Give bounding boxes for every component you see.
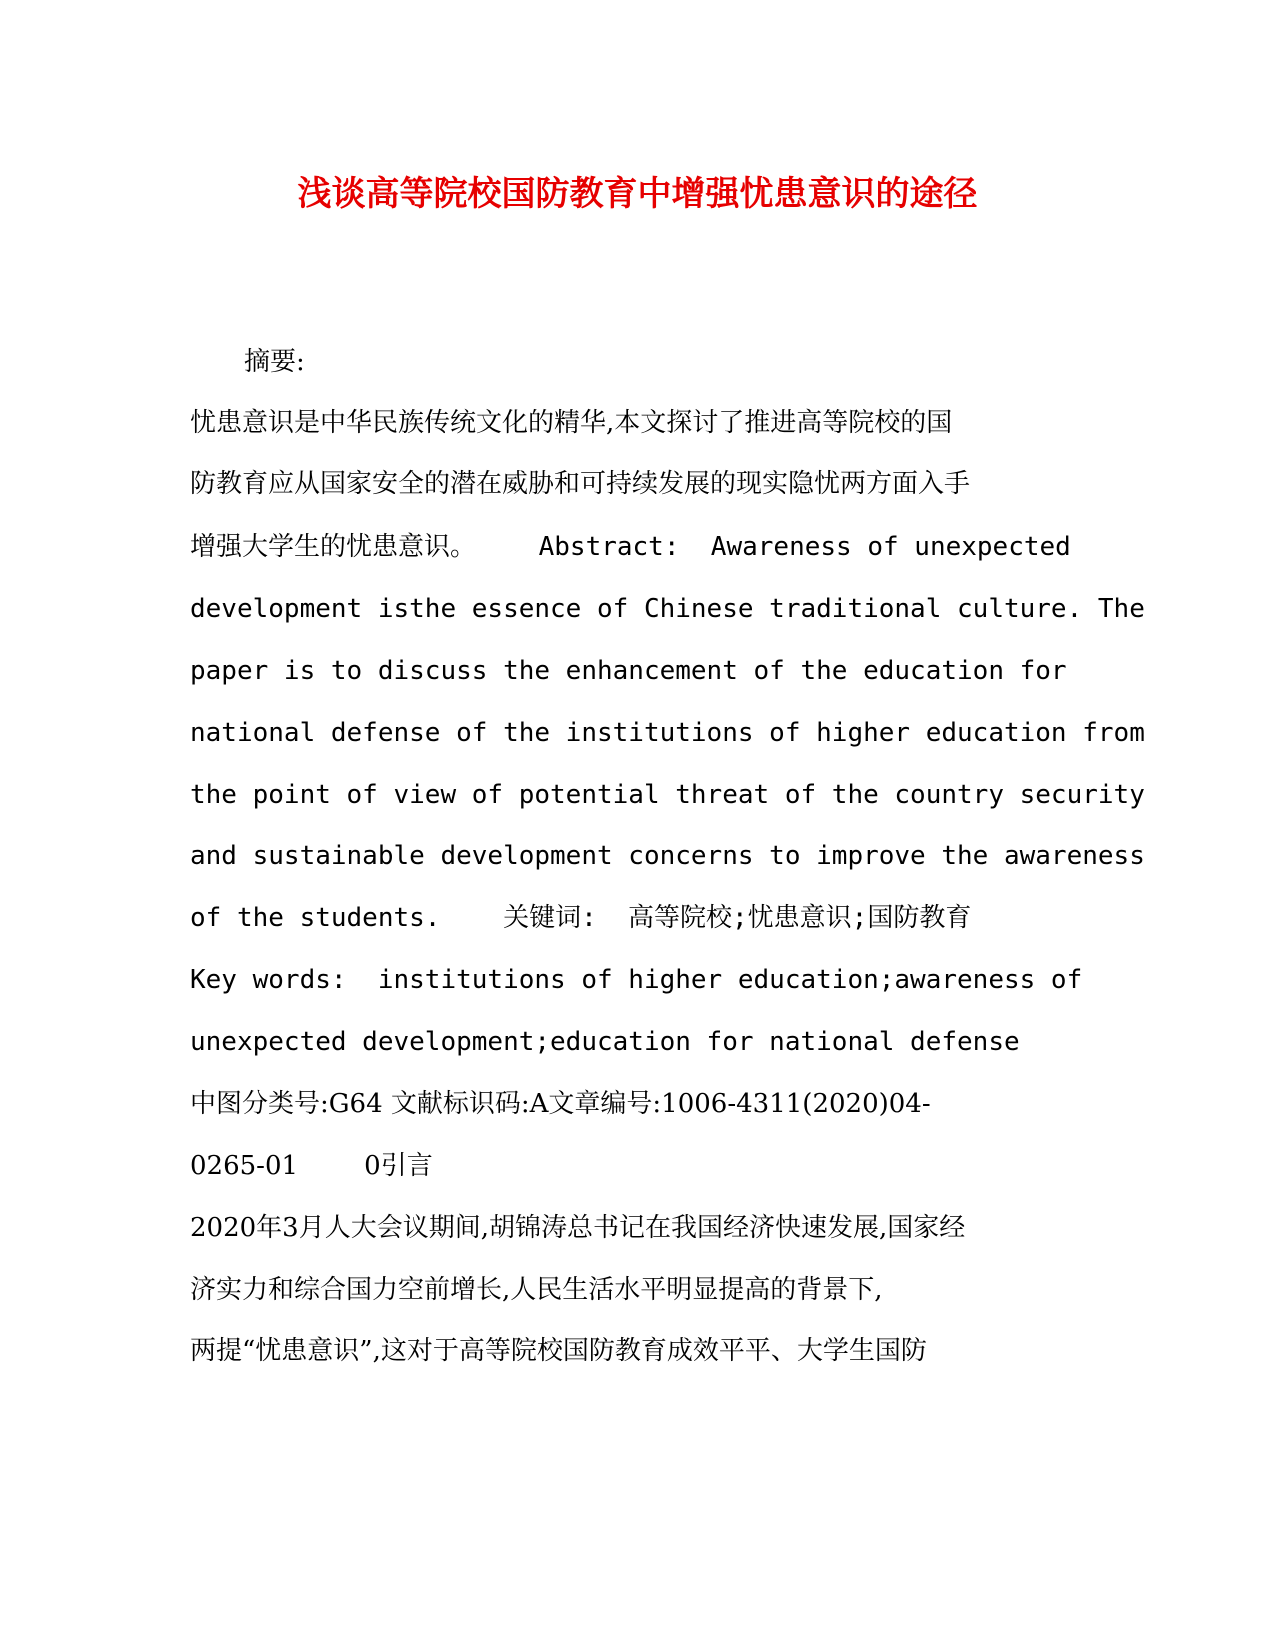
classification-line: 0265-01 0引言 <box>190 1151 433 1181</box>
body-line: 济实力和综合国力空前增长,人民生活水平明显提高的背景下, <box>190 1275 883 1305</box>
body-line: development isthe essence of Chinese traditional culture. The <box>190 594 1145 624</box>
body-line: 增强大学生的忧患意识。 Abstract: Awareness of unexpected <box>190 532 1071 562</box>
body-line: 忧患意识是中华民族传统文化的精华,本文探讨了推进高等院校的国 <box>190 408 953 438</box>
body-line: and sustainable development concerns to improve the awareness <box>190 841 1145 871</box>
document-title: 浅谈高等院校国防教育中增强忧患意识的途径 <box>297 174 978 214</box>
key-words-line: unexpected development;education for national defense <box>190 1027 1020 1057</box>
body-line: 两提“忧患意识”,这对于高等院校国防教育成效平平、大学生国防 <box>190 1336 927 1366</box>
classification-line: 中图分类号:G64 文献标识码:A文章编号:1006-4311(2020)04- <box>190 1089 931 1119</box>
body-line: 防教育应从国家安全的潜在威胁和可持续发展的现实隐忧两方面入手 <box>190 469 971 499</box>
body-line: paper is to discuss the enhancement of the education for <box>190 656 1067 686</box>
abstract-heading: 摘要: <box>244 347 305 377</box>
keywords-line: of the students. 关键词: 高等院校;忧患意识;国防教育 <box>190 903 972 933</box>
body-line: the point of view of potential threat of the country security <box>190 780 1145 810</box>
body-line: national defense of the institutions of higher education from <box>190 718 1145 748</box>
key-words-line: Key words: institutions of higher education;awareness of <box>190 965 1083 995</box>
body-line: 2020年3月人大会议期间,胡锦涛总书记在我国经济快速发展,国家经 <box>190 1213 966 1243</box>
